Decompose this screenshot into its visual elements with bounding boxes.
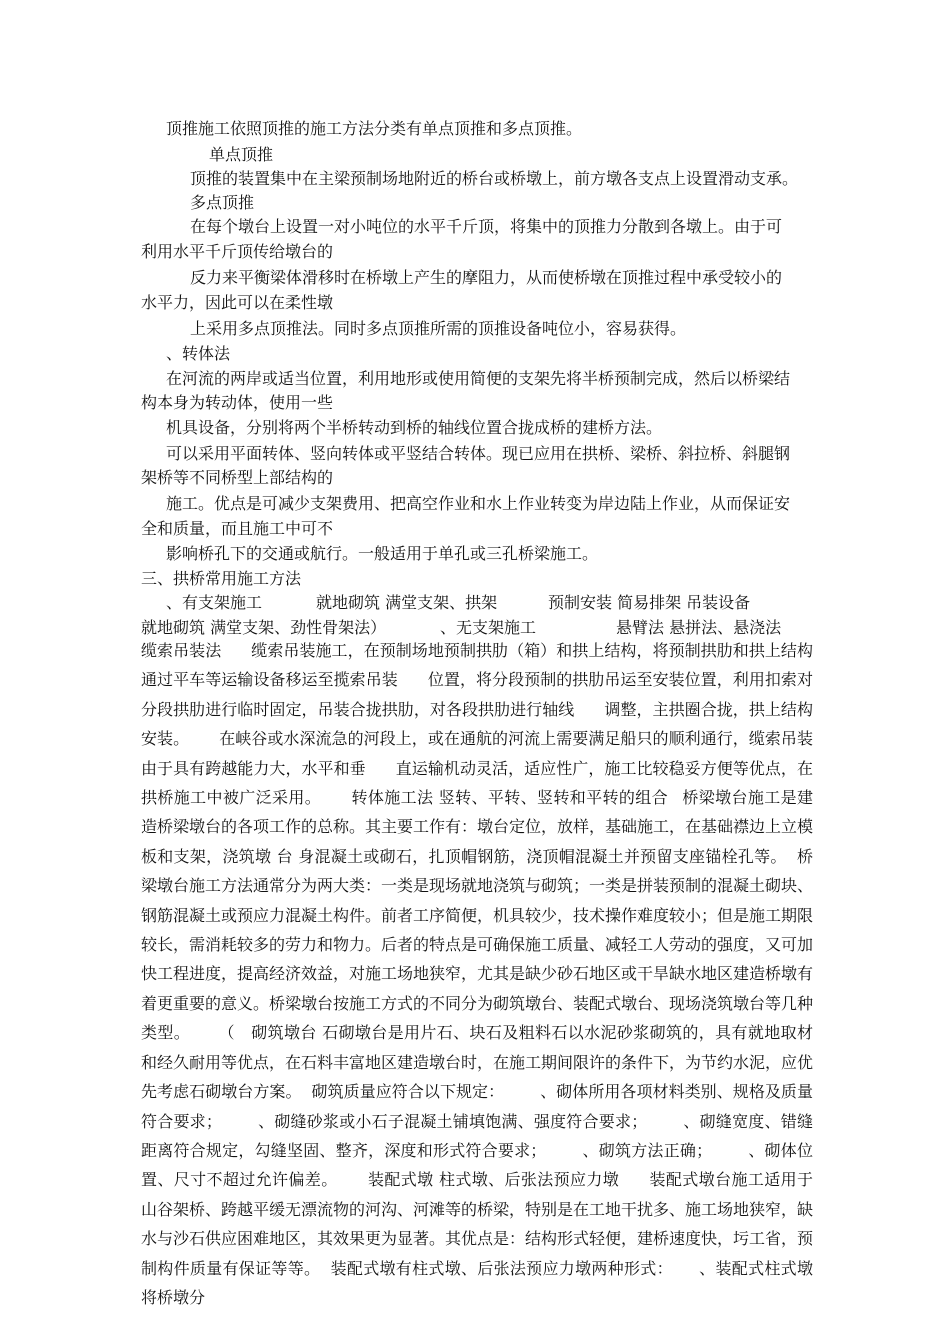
text-run: 转体施工法 竖转、平转、竖转和平转的组合 (351, 788, 668, 808)
text-segment: 预制安装 简易排架 吊装设备 (548, 593, 751, 612)
text-run: 桥梁墩台施工是建造桥梁墩台的各项工作的总称。其主要工作有：墩台定位，放样，基础施工，在基础襟边上立模板和支架，浇筑墩 台 身混凝土或砌石，扎顶帽钢筋，浇顶帽混凝土并预留支座锚栓孔等。 (141, 788, 814, 866)
text-run: 、砌体所用各项材料类别、规格及质量符合要求； (141, 1082, 813, 1131)
section-heading: 单点顶推 (209, 145, 274, 164)
text-line: 可以采用平面转体、竖向转体或平竖结合转体。现已应用在拱桥、梁桥、斜拉桥、斜腿钢 (166, 444, 791, 463)
text-run: 、装配式柱式墩 将桥墩分 (141, 1258, 813, 1307)
text-line: 在每个墩台上设置一对小吨位的水平千斤顶，将集中的顶推力分散到各墩上。由于可 (190, 217, 783, 236)
text-line: 上采用多点顶推法。同时多点顶推所需的顶推设备吨位小，容易获得。 (190, 319, 687, 338)
text-run: 装配式墩台施工适用于山谷架桥、跨越平缓无漂流物的河沟、河滩等的桥梁，特别是在工地干扰多、施工场地狭窄，缺 水与沙石供应困难地区，其效果更为显著。其优点是：结构形式轻便，建桥速度快，圬工省，预制构件质量有保证等等。 (141, 1170, 814, 1278)
text-run: 装配式墩 柱式墩、后张法预应力墩 (367, 1170, 620, 1190)
section-heading: 、转体法 (166, 344, 231, 363)
text-line: 在河流的两岸或适当位置，利用地形或使用简便的支架先将半桥预制完成，然后以桥梁结 (166, 369, 791, 388)
text-line: 全和质量，而且施工中可不 (141, 519, 334, 538)
text-run: 砌筑墩台 石砌墩台是用片石、块石及粗料石以水泥砂浆砌筑的，具有就地取材和经久耐用等优点，在石料丰富地区建造墩台时，在施工期间限许的条件下，为节约水泥，应优先考虑石砌墩台方案。 (141, 1023, 814, 1102)
text-segment: 、无支架施工 (440, 618, 537, 637)
text-line: 构本身为转动体，使用一些 (141, 393, 334, 412)
text-segment: 、有支架施工 (166, 593, 263, 612)
text-line: 架桥等不同桥型上部结构的 (141, 468, 334, 487)
text-line: 机具设备，分别将两个半桥转动到桥的轴线位置合拢成桥的建桥方法。 (166, 418, 663, 437)
text-line: 顶推的装置集中在主梁预制场地附近的桥台或桥墩上，前方墩各支点上设置滑动支承。 (190, 169, 799, 188)
text-run: 在峡谷或水深流急的河段上，或在通航的河流上需要满足船只的顺利通行，缆索吊装由于具有跨越能力大，水平和垂 (141, 729, 813, 778)
text-run: 调整，主拱圈合拢，拱上结构安装。 (141, 699, 813, 749)
text-run: 、砌缝砂浆或小石子混凝土铺填饱满、强度符合要求； (257, 1111, 648, 1131)
text-segment: 就地砌筑 满堂支架、劲性骨架法） (141, 618, 387, 637)
text-run: 直运输机动灵活，适应性广，施工比较稳妥方便等优点，在拱桥施工中被广泛采用。 (141, 758, 813, 808)
section-heading: 多点顶推 (190, 193, 255, 212)
text-segment: 就地砌筑 满堂支架、拱架 (316, 593, 498, 612)
text-line: 影响桥孔下的交通或航行。一般适用于单孔或三孔桥梁施工。 (166, 544, 599, 563)
text-line: 反力来平衡梁体滑移时在桥墩上产生的摩阻力，从而使桥墩在顶推过程中承受较小的 (190, 268, 783, 287)
text-run: 装配式墩有柱式墩、后张法预应力墩两种形式： (330, 1258, 673, 1278)
chapter-heading: 三、拱桥常用施工方法 (141, 569, 302, 588)
text-line: 顶推施工依照顶推的施工方法分类有单点顶推和多点顶推。 (166, 119, 583, 138)
text-run: 、砌筑方法正确； (582, 1140, 713, 1160)
text-line: 水平力，因此可以在柔性墩 (141, 293, 334, 312)
text-segment: 悬臂法 悬拼法、悬浇法 (616, 618, 782, 637)
text-run: 位置，将分段预制的拱肋吊运至安装位置，利用扣索对分段拱肋进行临时固定，吊装合拢拱肋，对各段拱肋进行轴线 (141, 670, 813, 719)
text-run: 桥梁墩台施工方法通常分为两大类：一类是现场就地浇筑与砌筑；一类是拼装预制的混凝土砌块、钢筋混凝土或预应力混凝土构件。前者工序简便，机具较少，技术操作难度较小；但是施工期限较长，需消耗较多的劳力和物力。后者的特点是可确保施工质量、减轻工人劳动的强度，又可加快工程进度，提高经济效益，对施工场地狭窄，尤其是缺少砂石地区或干旱缺水地区建造桥墩有着更重要的意义。桥梁墩台按施工方式的不同分为砌筑墩台、装配式墩台、现场浇筑墩台等几种类型。 (141, 846, 814, 1043)
text-run: 缆索吊装施工，在预制场地预制拱肋（箱）和拱上结构，将预制拱肋和拱上结构通过平车等运输设备移运至揽索吊装 (141, 641, 813, 690)
text-run: 、砌体位置、尺寸不超过允许偏差。 (141, 1140, 813, 1190)
text-line: 施工。优点是可减少支架费用、把高空作业和水上作业转变为岸边陆上作业，从而保证安 (166, 494, 791, 513)
text-line: 利用水平千斤顶传给墩台的 (141, 242, 334, 261)
text-run: 、砌缝宽度、错缝距离符合规定，勾缝坚固、整齐，深度和形式符合要求； (141, 1111, 813, 1160)
text-run: 砌筑质量应符合以下规定： (311, 1082, 505, 1102)
text-run: 缆索吊装法 (141, 641, 222, 660)
body-paragraph (141, 636, 813, 1312)
text-run: （ (218, 1023, 235, 1043)
